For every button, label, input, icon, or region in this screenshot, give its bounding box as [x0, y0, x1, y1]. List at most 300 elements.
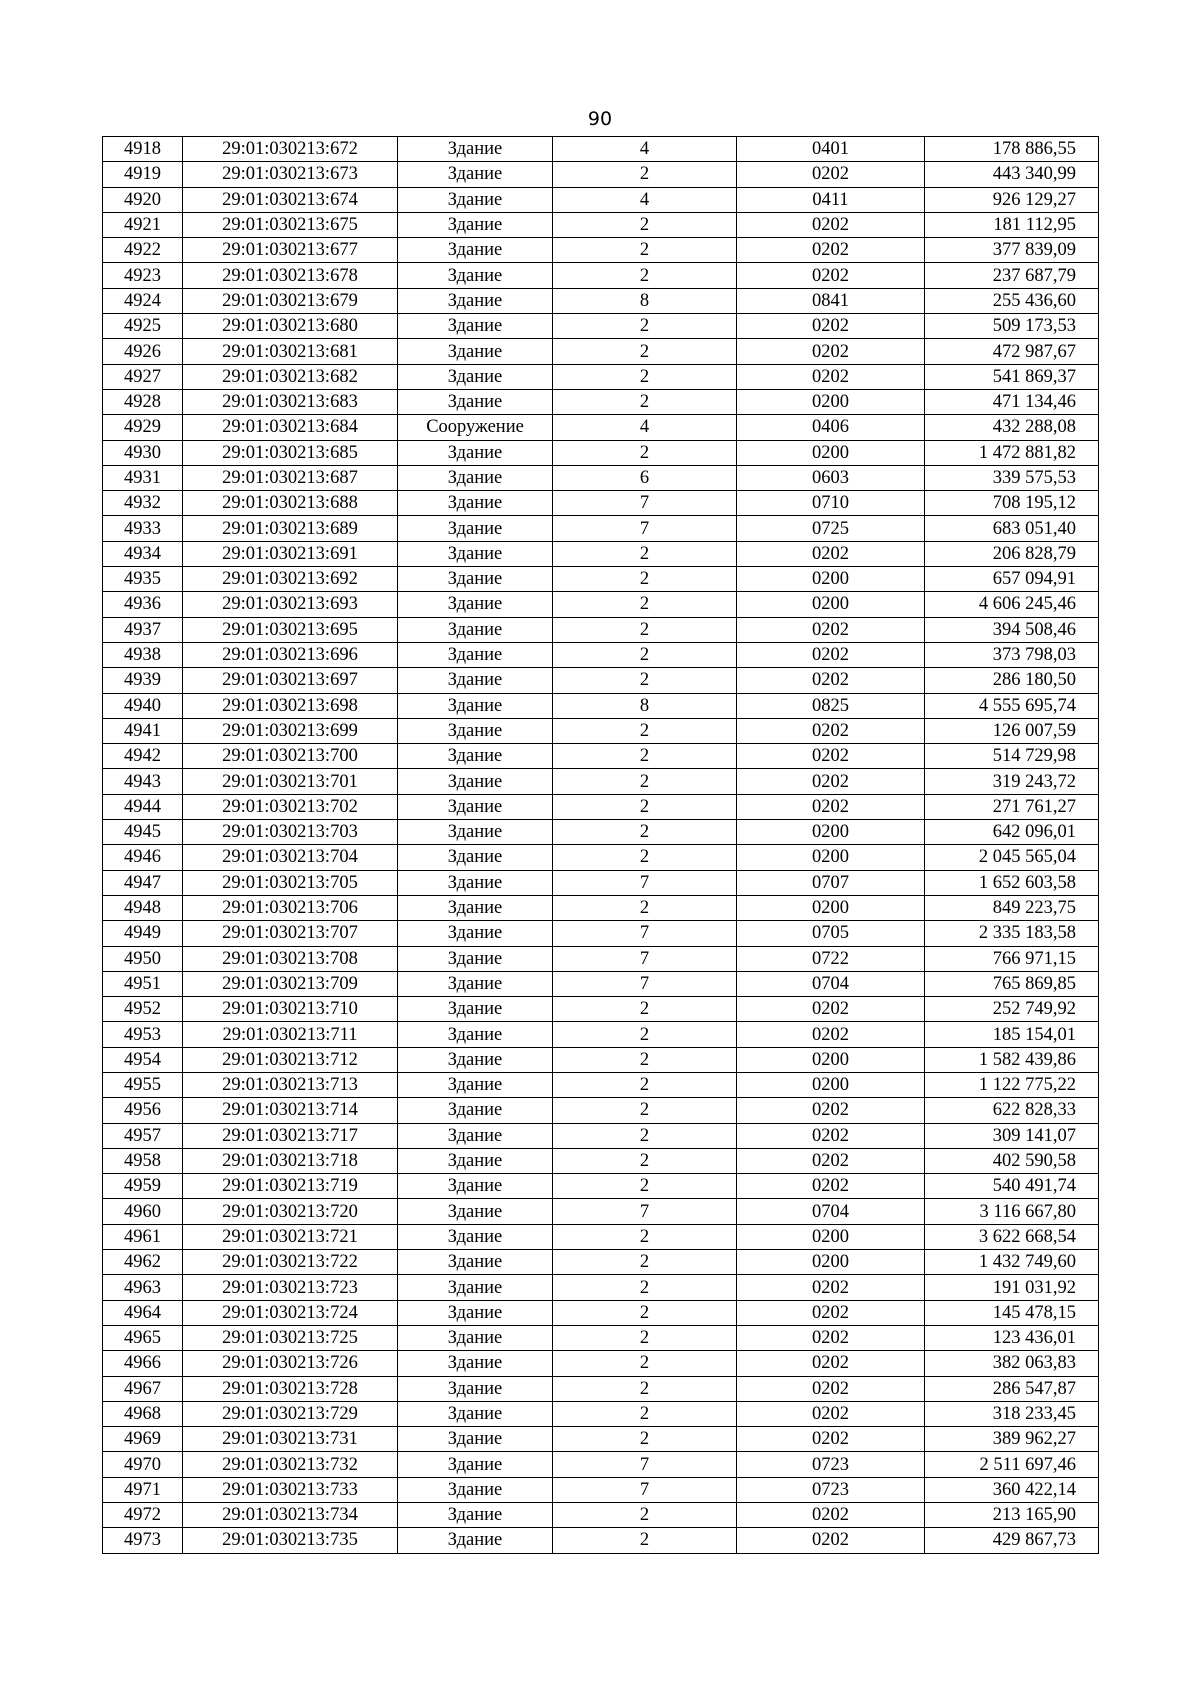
cadastral-number-cell: 29:01:030213:681 — [183, 339, 398, 364]
row-number-cell: 4952 — [103, 997, 183, 1022]
row-number-cell: 4969 — [103, 1427, 183, 1452]
subgroup-code-cell: 0841 — [737, 288, 925, 313]
subgroup-code-cell: 0603 — [737, 465, 925, 490]
cadastral-value-cell: 1 122 775,22 — [925, 1072, 1099, 1097]
table-row — [103, 1503, 1099, 1528]
group-number-cell: 7 — [553, 1452, 737, 1477]
row-number-cell: 4923 — [103, 263, 183, 288]
object-type-cell: Здание — [398, 1224, 553, 1249]
group-number-cell: 2 — [553, 440, 737, 465]
group-number-cell: 2 — [553, 314, 737, 339]
group-number-cell: 7 — [553, 1199, 737, 1224]
cadastral-number-cell: 29:01:030213:696 — [183, 642, 398, 667]
subgroup-code-cell: 0200 — [737, 440, 925, 465]
row-number-cell: 4928 — [103, 389, 183, 414]
cadastral-value-cell: 765 869,85 — [925, 971, 1099, 996]
subgroup-code-cell: 0202 — [737, 1300, 925, 1325]
cadastral-value-cell: 255 436,60 — [925, 288, 1099, 313]
cadastral-number-cell: 29:01:030213:728 — [183, 1376, 398, 1401]
row-number-cell: 4945 — [103, 820, 183, 845]
subgroup-code-cell: 0200 — [737, 592, 925, 617]
object-type-cell: Здание — [398, 820, 553, 845]
row-number-cell: 4950 — [103, 946, 183, 971]
table-row — [103, 1275, 1099, 1300]
group-number-cell: 2 — [553, 718, 737, 743]
subgroup-code-cell: 0202 — [737, 314, 925, 339]
table-row — [103, 541, 1099, 566]
cadastral-value-cell: 766 971,15 — [925, 946, 1099, 971]
group-number-cell: 2 — [553, 1250, 737, 1275]
table-body — [103, 137, 1099, 1554]
object-type-cell: Здание — [398, 389, 553, 414]
table-row — [103, 921, 1099, 946]
cadastral-number-cell: 29:01:030213:682 — [183, 364, 398, 389]
cadastral-number-cell: 29:01:030213:672 — [183, 137, 398, 162]
subgroup-code-cell: 0202 — [737, 1325, 925, 1350]
group-number-cell: 7 — [553, 870, 737, 895]
group-number-cell: 4 — [553, 137, 737, 162]
cadastral-value-cell: 126 007,59 — [925, 718, 1099, 743]
subgroup-code-cell: 0202 — [737, 1174, 925, 1199]
object-type-cell: Здание — [398, 946, 553, 971]
object-type-cell: Здание — [398, 187, 553, 212]
cadastral-value-cell: 123 436,01 — [925, 1325, 1099, 1350]
subgroup-code-cell: 0200 — [737, 1250, 925, 1275]
subgroup-code-cell: 0200 — [737, 389, 925, 414]
object-type-cell: Здание — [398, 895, 553, 920]
cadastral-value-cell: 382 063,83 — [925, 1351, 1099, 1376]
object-type-cell: Здание — [398, 1376, 553, 1401]
group-number-cell: 2 — [553, 794, 737, 819]
table-row — [103, 1072, 1099, 1097]
object-type-cell: Здание — [398, 1199, 553, 1224]
cadastral-value-cell: 309 141,07 — [925, 1123, 1099, 1148]
cadastral-value-cell: 206 828,79 — [925, 541, 1099, 566]
table-row — [103, 820, 1099, 845]
row-number-cell: 4919 — [103, 162, 183, 187]
cadastral-value-cell: 3 622 668,54 — [925, 1224, 1099, 1249]
cadastral-value-table — [102, 136, 1099, 1554]
cadastral-value-cell: 1 582 439,86 — [925, 1047, 1099, 1072]
row-number-cell: 4963 — [103, 1275, 183, 1300]
subgroup-code-cell: 0202 — [737, 794, 925, 819]
cadastral-number-cell: 29:01:030213:726 — [183, 1351, 398, 1376]
group-number-cell: 2 — [553, 895, 737, 920]
group-number-cell: 2 — [553, 212, 737, 237]
cadastral-value-cell: 271 761,27 — [925, 794, 1099, 819]
subgroup-code-cell: 0200 — [737, 1047, 925, 1072]
table-row — [103, 1174, 1099, 1199]
cadastral-number-cell: 29:01:030213:700 — [183, 744, 398, 769]
subgroup-code-cell: 0705 — [737, 921, 925, 946]
object-type-cell: Здание — [398, 567, 553, 592]
table-row — [103, 1401, 1099, 1426]
group-number-cell: 2 — [553, 1174, 737, 1199]
cadastral-number-cell: 29:01:030213:710 — [183, 997, 398, 1022]
object-type-cell: Здание — [398, 263, 553, 288]
cadastral-value-cell: 683 051,40 — [925, 516, 1099, 541]
subgroup-code-cell: 0202 — [737, 642, 925, 667]
cadastral-value-cell: 622 828,33 — [925, 1098, 1099, 1123]
subgroup-code-cell: 0202 — [737, 617, 925, 642]
object-type-cell: Здание — [398, 1072, 553, 1097]
cadastral-number-cell: 29:01:030213:673 — [183, 162, 398, 187]
cadastral-value-cell: 377 839,09 — [925, 238, 1099, 263]
subgroup-code-cell: 0202 — [737, 997, 925, 1022]
group-number-cell: 2 — [553, 1224, 737, 1249]
cadastral-value-cell: 2 511 697,46 — [925, 1452, 1099, 1477]
cadastral-value-cell: 318 233,45 — [925, 1401, 1099, 1426]
table-row — [103, 288, 1099, 313]
table-row — [103, 137, 1099, 162]
subgroup-code-cell: 0202 — [737, 668, 925, 693]
object-type-cell: Здание — [398, 1123, 553, 1148]
table-row — [103, 440, 1099, 465]
cadastral-value-cell: 1 432 749,60 — [925, 1250, 1099, 1275]
cadastral-number-cell: 29:01:030213:718 — [183, 1148, 398, 1173]
object-type-cell: Здание — [398, 288, 553, 313]
cadastral-number-cell: 29:01:030213:697 — [183, 668, 398, 693]
cadastral-value-cell: 540 491,74 — [925, 1174, 1099, 1199]
cadastral-value-cell: 657 094,91 — [925, 567, 1099, 592]
table-row — [103, 314, 1099, 339]
group-number-cell: 2 — [553, 238, 737, 263]
cadastral-number-cell: 29:01:030213:693 — [183, 592, 398, 617]
cadastral-number-cell: 29:01:030213:685 — [183, 440, 398, 465]
object-type-cell: Здание — [398, 1250, 553, 1275]
table-row — [103, 971, 1099, 996]
group-number-cell: 7 — [553, 491, 737, 516]
subgroup-code-cell: 0202 — [737, 1401, 925, 1426]
subgroup-code-cell: 0202 — [737, 744, 925, 769]
cadastral-number-cell: 29:01:030213:683 — [183, 389, 398, 414]
group-number-cell: 7 — [553, 921, 737, 946]
table-row — [103, 1376, 1099, 1401]
object-type-cell: Здание — [398, 162, 553, 187]
subgroup-code-cell: 0202 — [737, 1098, 925, 1123]
object-type-cell: Здание — [398, 516, 553, 541]
object-type-cell: Здание — [398, 617, 553, 642]
row-number-cell: 4930 — [103, 440, 183, 465]
group-number-cell: 2 — [553, 1528, 737, 1553]
subgroup-code-cell: 0707 — [737, 870, 925, 895]
cadastral-number-cell: 29:01:030213:720 — [183, 1199, 398, 1224]
group-number-cell: 7 — [553, 516, 737, 541]
cadastral-value-cell: 926 129,27 — [925, 187, 1099, 212]
object-type-cell: Здание — [398, 642, 553, 667]
cadastral-value-cell: 471 134,46 — [925, 389, 1099, 414]
table-row — [103, 1148, 1099, 1173]
table-row — [103, 187, 1099, 212]
object-type-cell: Здание — [398, 137, 553, 162]
row-number-cell: 4968 — [103, 1401, 183, 1426]
table-row — [103, 1351, 1099, 1376]
group-number-cell: 8 — [553, 288, 737, 313]
subgroup-code-cell: 0825 — [737, 693, 925, 718]
table-row — [103, 567, 1099, 592]
group-number-cell: 2 — [553, 339, 737, 364]
group-number-cell: 2 — [553, 668, 737, 693]
object-type-cell: Здание — [398, 1427, 553, 1452]
object-type-cell: Здание — [398, 1098, 553, 1123]
table-row — [103, 668, 1099, 693]
table-row — [103, 1199, 1099, 1224]
object-type-cell: Здание — [398, 1477, 553, 1502]
table-row — [103, 1528, 1099, 1553]
subgroup-code-cell: 0200 — [737, 1072, 925, 1097]
cadastral-value-cell: 3 116 667,80 — [925, 1199, 1099, 1224]
object-type-cell: Здание — [398, 1047, 553, 1072]
group-number-cell: 2 — [553, 1123, 737, 1148]
object-type-cell: Здание — [398, 1325, 553, 1350]
subgroup-code-cell: 0202 — [737, 1503, 925, 1528]
row-number-cell: 4954 — [103, 1047, 183, 1072]
group-number-cell: 2 — [553, 1427, 737, 1452]
subgroup-code-cell: 0710 — [737, 491, 925, 516]
subgroup-code-cell: 0704 — [737, 971, 925, 996]
subgroup-code-cell: 0200 — [737, 1224, 925, 1249]
object-type-cell: Здание — [398, 1452, 553, 1477]
object-type-cell: Здание — [398, 1174, 553, 1199]
table-row — [103, 212, 1099, 237]
object-type-cell: Здание — [398, 541, 553, 566]
page-number: 90 — [587, 108, 613, 130]
object-type-cell: Здание — [398, 440, 553, 465]
cadastral-number-cell: 29:01:030213:707 — [183, 921, 398, 946]
subgroup-code-cell: 0704 — [737, 1199, 925, 1224]
row-number-cell: 4920 — [103, 187, 183, 212]
cadastral-number-cell: 29:01:030213:721 — [183, 1224, 398, 1249]
subgroup-code-cell: 0202 — [737, 162, 925, 187]
table-row — [103, 1427, 1099, 1452]
group-number-cell: 2 — [553, 389, 737, 414]
cadastral-value-cell: 191 031,92 — [925, 1275, 1099, 1300]
table-row — [103, 238, 1099, 263]
cadastral-number-cell: 29:01:030213:675 — [183, 212, 398, 237]
group-number-cell: 2 — [553, 162, 737, 187]
cadastral-number-cell: 29:01:030213:704 — [183, 845, 398, 870]
row-number-cell: 4927 — [103, 364, 183, 389]
subgroup-code-cell: 0202 — [737, 1123, 925, 1148]
subgroup-code-cell: 0202 — [737, 1148, 925, 1173]
cadastral-value-cell: 708 195,12 — [925, 491, 1099, 516]
object-type-cell: Здание — [398, 238, 553, 263]
table-row — [103, 465, 1099, 490]
cadastral-value-cell: 429 867,73 — [925, 1528, 1099, 1553]
subgroup-code-cell: 0202 — [737, 541, 925, 566]
row-number-cell: 4948 — [103, 895, 183, 920]
row-number-cell: 4957 — [103, 1123, 183, 1148]
row-number-cell: 4938 — [103, 642, 183, 667]
row-number-cell: 4966 — [103, 1351, 183, 1376]
cadastral-number-cell: 29:01:030213:733 — [183, 1477, 398, 1502]
cadastral-number-cell: 29:01:030213:724 — [183, 1300, 398, 1325]
row-number-cell: 4972 — [103, 1503, 183, 1528]
group-number-cell: 2 — [553, 1376, 737, 1401]
row-number-cell: 4932 — [103, 491, 183, 516]
object-type-cell: Здание — [398, 971, 553, 996]
cadastral-number-cell: 29:01:030213:698 — [183, 693, 398, 718]
cadastral-number-cell: 29:01:030213:703 — [183, 820, 398, 845]
row-number-cell: 4921 — [103, 212, 183, 237]
subgroup-code-cell: 0723 — [737, 1477, 925, 1502]
object-type-cell: Здание — [398, 718, 553, 743]
cadastral-number-cell: 29:01:030213:677 — [183, 238, 398, 263]
row-number-cell: 4935 — [103, 567, 183, 592]
cadastral-number-cell: 29:01:030213:719 — [183, 1174, 398, 1199]
group-number-cell: 2 — [553, 1351, 737, 1376]
table-row — [103, 744, 1099, 769]
object-type-cell: Здание — [398, 1528, 553, 1553]
object-type-cell: Здание — [398, 744, 553, 769]
cadastral-value-cell: 145 478,15 — [925, 1300, 1099, 1325]
cadastral-value-cell: 394 508,46 — [925, 617, 1099, 642]
object-type-cell: Здание — [398, 364, 553, 389]
cadastral-number-cell: 29:01:030213:712 — [183, 1047, 398, 1072]
object-type-cell: Здание — [398, 212, 553, 237]
table-row — [103, 895, 1099, 920]
cadastral-value-cell: 237 687,79 — [925, 263, 1099, 288]
cadastral-value-cell: 432 288,08 — [925, 415, 1099, 440]
object-type-cell: Здание — [398, 693, 553, 718]
group-number-cell: 2 — [553, 1275, 737, 1300]
object-type-cell: Здание — [398, 870, 553, 895]
subgroup-code-cell: 0202 — [737, 263, 925, 288]
row-number-cell: 4959 — [103, 1174, 183, 1199]
table-row — [103, 162, 1099, 187]
subgroup-code-cell: 0202 — [737, 238, 925, 263]
subgroup-code-cell: 0202 — [737, 769, 925, 794]
cadastral-number-cell: 29:01:030213:714 — [183, 1098, 398, 1123]
table-row — [103, 1250, 1099, 1275]
row-number-cell: 4970 — [103, 1452, 183, 1477]
table-row — [103, 718, 1099, 743]
table-row — [103, 491, 1099, 516]
subgroup-code-cell: 0200 — [737, 820, 925, 845]
group-number-cell: 2 — [553, 1401, 737, 1426]
row-number-cell: 4965 — [103, 1325, 183, 1350]
cadastral-number-cell: 29:01:030213:689 — [183, 516, 398, 541]
subgroup-code-cell: 0202 — [737, 1022, 925, 1047]
cadastral-number-cell: 29:01:030213:674 — [183, 187, 398, 212]
group-number-cell: 2 — [553, 1503, 737, 1528]
object-type-cell: Здание — [398, 1275, 553, 1300]
object-type-cell: Здание — [398, 1401, 553, 1426]
subgroup-code-cell: 0200 — [737, 567, 925, 592]
cadastral-number-cell: 29:01:030213:717 — [183, 1123, 398, 1148]
cadastral-number-cell: 29:01:030213:692 — [183, 567, 398, 592]
table-row — [103, 516, 1099, 541]
cadastral-value-cell: 181 112,95 — [925, 212, 1099, 237]
table-row — [103, 1224, 1099, 1249]
object-type-cell: Здание — [398, 1148, 553, 1173]
cadastral-value-cell: 360 422,14 — [925, 1477, 1099, 1502]
cadastral-value-cell: 4 606 245,46 — [925, 592, 1099, 617]
row-number-cell: 4934 — [103, 541, 183, 566]
group-number-cell: 2 — [553, 744, 737, 769]
group-number-cell: 4 — [553, 187, 737, 212]
cadastral-value-cell: 514 729,98 — [925, 744, 1099, 769]
cadastral-number-cell: 29:01:030213:709 — [183, 971, 398, 996]
group-number-cell: 2 — [553, 541, 737, 566]
table-row — [103, 263, 1099, 288]
object-type-cell: Здание — [398, 769, 553, 794]
cadastral-number-cell: 29:01:030213:735 — [183, 1528, 398, 1553]
cadastral-value-cell: 2 335 183,58 — [925, 921, 1099, 946]
row-number-cell: 4939 — [103, 668, 183, 693]
row-number-cell: 4940 — [103, 693, 183, 718]
row-number-cell: 4964 — [103, 1300, 183, 1325]
table-row — [103, 1477, 1099, 1502]
group-number-cell: 2 — [553, 1325, 737, 1350]
subgroup-code-cell: 0202 — [737, 1528, 925, 1553]
cadastral-number-cell: 29:01:030213:688 — [183, 491, 398, 516]
object-type-cell: Здание — [398, 1503, 553, 1528]
cadastral-value-cell: 472 987,67 — [925, 339, 1099, 364]
group-number-cell: 2 — [553, 1300, 737, 1325]
table-row — [103, 339, 1099, 364]
cadastral-number-cell: 29:01:030213:708 — [183, 946, 398, 971]
subgroup-code-cell: 0411 — [737, 187, 925, 212]
cadastral-value-cell: 178 886,55 — [925, 137, 1099, 162]
table-row — [103, 592, 1099, 617]
table-row — [103, 1047, 1099, 1072]
row-number-cell: 4951 — [103, 971, 183, 996]
cadastral-value-cell: 509 173,53 — [925, 314, 1099, 339]
cadastral-value-cell: 286 547,87 — [925, 1376, 1099, 1401]
table-row — [103, 1300, 1099, 1325]
cadastral-number-cell: 29:01:030213:679 — [183, 288, 398, 313]
subgroup-code-cell: 0723 — [737, 1452, 925, 1477]
table-row — [103, 845, 1099, 870]
cadastral-value-cell: 1 472 881,82 — [925, 440, 1099, 465]
cadastral-value-cell: 1 652 603,58 — [925, 870, 1099, 895]
table-row — [103, 1123, 1099, 1148]
cadastral-value-cell: 541 869,37 — [925, 364, 1099, 389]
cadastral-number-cell: 29:01:030213:680 — [183, 314, 398, 339]
object-type-cell: Здание — [398, 339, 553, 364]
table-row — [103, 693, 1099, 718]
row-number-cell: 4926 — [103, 339, 183, 364]
group-number-cell: 7 — [553, 946, 737, 971]
subgroup-code-cell: 0202 — [737, 1275, 925, 1300]
row-number-cell: 4958 — [103, 1148, 183, 1173]
object-type-cell: Здание — [398, 668, 553, 693]
cadastral-value-cell: 4 555 695,74 — [925, 693, 1099, 718]
group-number-cell: 6 — [553, 465, 737, 490]
row-number-cell: 4937 — [103, 617, 183, 642]
cadastral-number-cell: 29:01:030213:734 — [183, 1503, 398, 1528]
table-row — [103, 769, 1099, 794]
table-row — [103, 1022, 1099, 1047]
group-number-cell: 2 — [553, 642, 737, 667]
cadastral-number-cell: 29:01:030213:732 — [183, 1452, 398, 1477]
row-number-cell: 4955 — [103, 1072, 183, 1097]
subgroup-code-cell: 0202 — [737, 1427, 925, 1452]
subgroup-code-cell: 0722 — [737, 946, 925, 971]
object-type-cell: Здание — [398, 1022, 553, 1047]
group-number-cell: 2 — [553, 820, 737, 845]
group-number-cell: 2 — [553, 263, 737, 288]
subgroup-code-cell: 0202 — [737, 718, 925, 743]
group-number-cell: 2 — [553, 617, 737, 642]
row-number-cell: 4918 — [103, 137, 183, 162]
cadastral-number-cell: 29:01:030213:695 — [183, 617, 398, 642]
subgroup-code-cell: 0202 — [737, 364, 925, 389]
cadastral-number-cell: 29:01:030213:691 — [183, 541, 398, 566]
table-row — [103, 794, 1099, 819]
cadastral-number-cell: 29:01:030213:731 — [183, 1427, 398, 1452]
